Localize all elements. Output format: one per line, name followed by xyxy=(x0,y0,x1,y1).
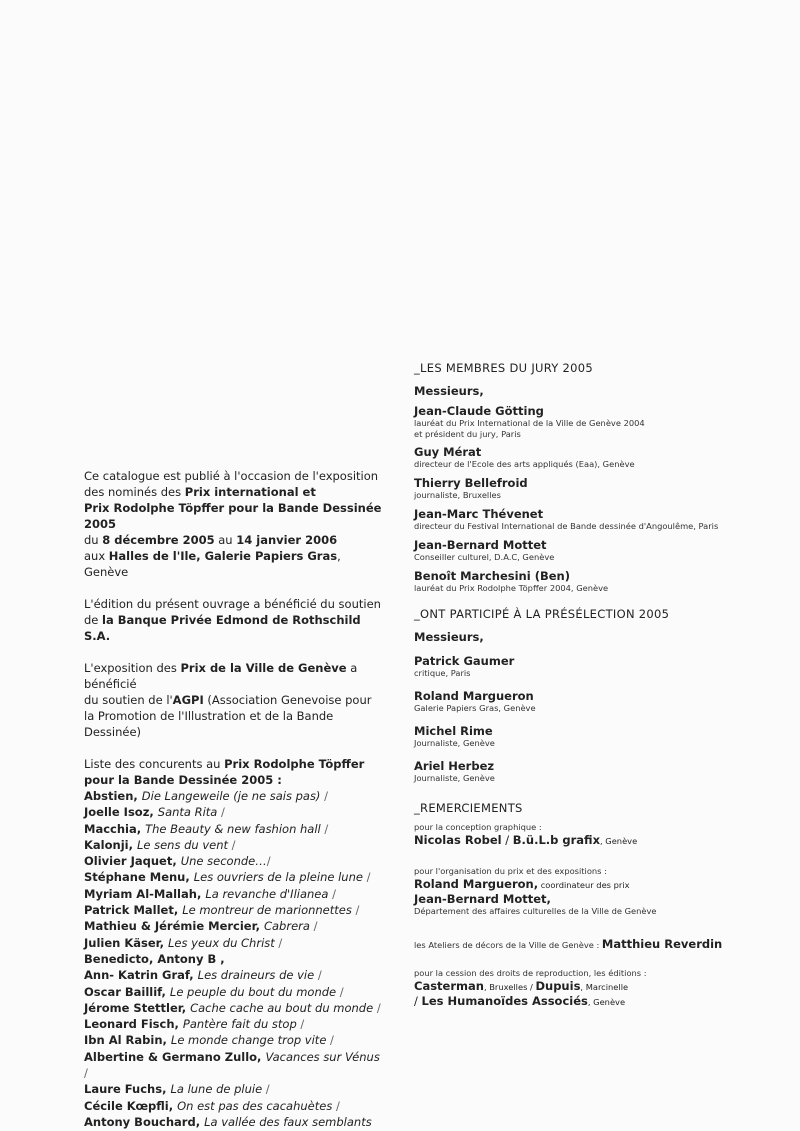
jury-member-desc: directeur de l'Ecole des arts appliqués (Eaa), Genève xyxy=(414,459,635,469)
jury-member-desc-2: et président du jury, Paris xyxy=(414,429,521,439)
preselection-member-name: Roland Margueron xyxy=(414,689,534,703)
ateliers-name: Matthieu Reverdin xyxy=(601,937,723,951)
list-item: Stéphane Menu, Les ouvriers de la pleine lune / xyxy=(84,870,371,885)
intro-line-2: des nominés des Prix international et xyxy=(84,485,316,499)
list-item: Jérome Stettler, Cache cache au bout du monde / xyxy=(84,1000,381,1015)
thanks-rights xyxy=(414,968,774,1009)
preselection-member xyxy=(414,724,774,749)
rights-publishers-line-2: / Les Humanoïdes Associés, Genève xyxy=(414,994,626,1008)
list-item: Antony Bouchard, La vallée des faux semblants xyxy=(84,1114,372,1129)
list-item: Laure Fuchs, La lune de pluie / xyxy=(84,1082,270,1097)
list-item: Benedicto, Antony B , xyxy=(84,951,225,966)
competitors-intro xyxy=(84,756,384,788)
preselection-member-desc: Journaliste, Genève xyxy=(414,738,495,748)
jury-member-desc: directeur du Festival International de Bande dessinée d'Angoulême, Paris xyxy=(414,521,719,531)
jury-member-desc: lauréat du Prix Rodolphe Töpffer 2004, Genève xyxy=(414,583,609,593)
jury-member xyxy=(414,569,774,594)
preselection-heading: _ONT PARTICIPÉ À LA PRÉSÉLECTION 2005 xyxy=(414,607,670,621)
expo-line-3: la Promotion de l'Illustration et de la Bande Dessinée) xyxy=(84,709,334,739)
edition-line-1: L'édition du présent ouvrage a bénéficié du soutien xyxy=(84,597,381,611)
jury-member-name: Jean-Claude Götting xyxy=(414,404,544,418)
competitors-intro-line-1: Liste des concurents au Prix Rodolphe Töpffer xyxy=(84,757,365,771)
competitors-list xyxy=(84,788,384,1130)
preselection-member-name: Michel Rime xyxy=(414,724,493,738)
organisation-credit-1: Roland Margueron, coordinateur des prix xyxy=(414,877,630,891)
jury-member-name: Thierry Bellefroid xyxy=(414,476,528,490)
jury-member xyxy=(414,404,774,440)
expo-line-1: L'exposition des Prix de la Ville de Genève a bénéficié xyxy=(84,661,358,691)
list-item: Ann- Katrin Graf, Les draineurs de vie / xyxy=(84,968,322,983)
jury-member xyxy=(414,476,774,501)
jury-member xyxy=(414,445,774,470)
right-column xyxy=(414,360,774,1009)
intro-line-1: Ce catalogue est publié à l'occasion de l'exposition xyxy=(84,469,379,483)
preselection-member-desc: critique, Paris xyxy=(414,668,471,678)
thanks-design xyxy=(414,822,774,848)
expo-paragraph xyxy=(84,660,384,740)
list-item: Kalonji, Le sens du vent / xyxy=(84,837,236,852)
jury-member-name: Jean-Marc Thévenet xyxy=(414,507,544,521)
intro-line-3: Prix Rodolphe Töpffer pour la Bande Dessinée 2005 xyxy=(84,501,382,531)
list-item: Ibn Al Rabin, Le monde change trop vite / xyxy=(84,1033,334,1048)
jury-member-name: Jean-Bernard Mottet xyxy=(414,538,547,552)
list-item: Cécile Kœpfli, On est pas des cacahuètes / xyxy=(84,1098,340,1113)
jury-heading: _LES MEMBRES DU JURY 2005 xyxy=(414,361,594,375)
preselection-member-desc: Journaliste, Genève xyxy=(414,773,495,783)
jury-member-name: Benoît Marchesini (Ben) xyxy=(414,569,570,583)
edition-line-2: de la Banque Privée Edmond de Rothschild S.A. xyxy=(84,613,361,643)
intro-line-4: du 8 décembre 2005 au 14 janvier 2006 xyxy=(84,533,338,547)
list-item: Macchia, The Beauty & new fashion hall / xyxy=(84,821,329,836)
jury-member-desc: journaliste, Bruxelles xyxy=(414,490,501,500)
intro-line-5: aux Halles de l'Ile, Galerie Papiers Gras, Genève xyxy=(84,549,341,579)
list-item: Albertine & Germano Zullo, Vacances sur Vénus / xyxy=(84,1049,380,1081)
preselection-member xyxy=(414,759,774,784)
list-item: Myriam Al-Mallah, La revanche d'Ilianea / xyxy=(84,886,336,901)
jury-member-desc: lauréat du Prix International de la Ville de Genève 2004 xyxy=(414,418,645,428)
thanks-organisation xyxy=(414,866,774,917)
thanks-heading: _REMERCIEMENTS xyxy=(414,801,523,815)
jury-member xyxy=(414,538,774,563)
list-item: Patrick Mallet, Le montreur de marionnettes / xyxy=(84,903,360,918)
list-item: Abstien, Die Langeweile (je ne sais pas) / xyxy=(84,789,328,803)
rights-label: pour la cession des droits de reproduction, les éditions : xyxy=(414,968,647,978)
list-item: Joelle Isoz, Santa Rita / xyxy=(84,805,225,820)
organisation-label: pour l'organisation du prix et des expositions : xyxy=(414,866,607,876)
expo-line-2: du soutien de l'AGPI (Association Genevoise pour xyxy=(84,693,372,707)
list-item: Mathieu & Jérémie Mercier, Cabrera / xyxy=(84,919,318,934)
preselection-member xyxy=(414,654,774,679)
preselection-member-desc: Galerie Papiers Gras, Genève xyxy=(414,703,536,713)
ateliers-label: les Ateliers de décors de la Ville de Genève : xyxy=(414,940,602,950)
list-item: Oscar Baillif, Le peuple du bout du monde / xyxy=(84,984,344,999)
design-label: pour la conception graphique : xyxy=(414,822,542,832)
competitors-intro-line-2: pour la Bande Dessinée 2005 : xyxy=(84,773,282,787)
edition-paragraph xyxy=(84,596,384,644)
list-item: Julien Käser, Les yeux du Christ / xyxy=(84,935,283,950)
design-credit: Nicolas Robel / B.ü.L.b grafix, Genève xyxy=(414,833,638,847)
jury-salutation: Messieurs, xyxy=(414,384,484,398)
preselection-member-name: Patrick Gaumer xyxy=(414,654,515,668)
rights-publishers-line-1: Casterman, Bruxelles / Dupuis, Marcinelle xyxy=(414,979,629,993)
jury-member xyxy=(414,507,774,532)
thanks-ateliers xyxy=(414,933,774,952)
jury-member-desc: Conseiller culturel, D.A.C, Genève xyxy=(414,552,555,562)
jury-member-name: Guy Mérat xyxy=(414,445,482,459)
intro-paragraph xyxy=(84,468,384,580)
left-column xyxy=(84,468,384,1130)
preselection-member-name: Ariel Herbez xyxy=(414,759,495,773)
organisation-credit-2: Jean-Bernard Mottet, xyxy=(414,892,551,906)
preselection-salutation: Messieurs, xyxy=(414,630,484,644)
list-item: Olivier Jaquet, Une seconde…/ xyxy=(84,854,271,869)
list-item: Leonard Fisch, Pantère fait du stop / xyxy=(84,1017,305,1032)
preselection-member xyxy=(414,689,774,714)
organisation-dept: Département des affaires culturelles de la Ville de Genève xyxy=(414,906,657,916)
